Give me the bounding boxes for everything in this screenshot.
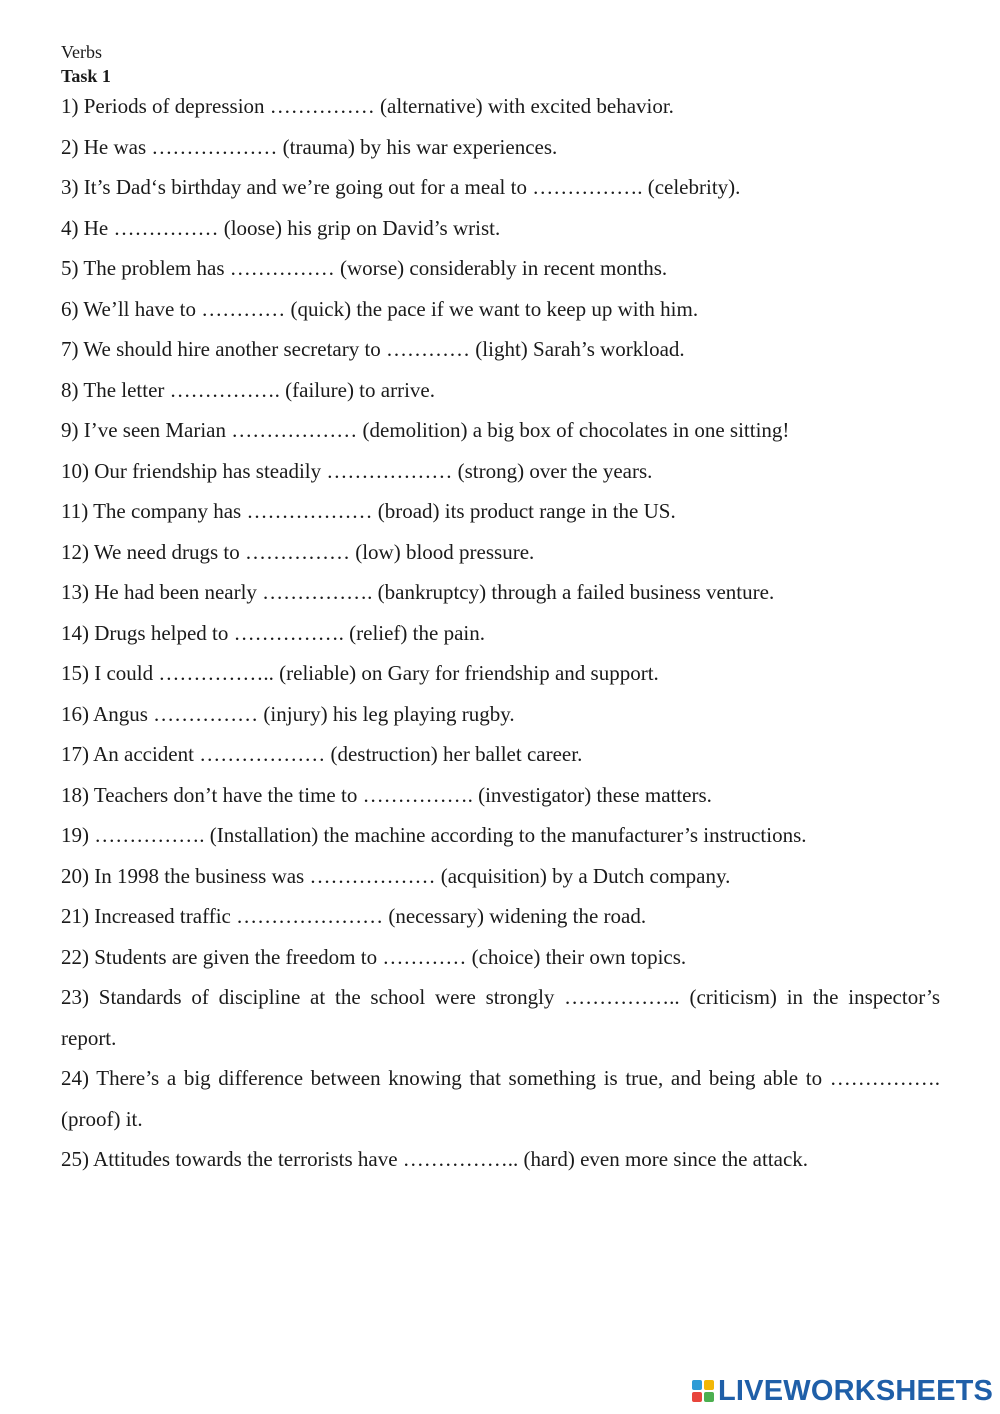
question-item: 11) The company has ……………… (broad) its product range in the US.: [61, 499, 676, 523]
logo-square-red: [692, 1392, 702, 1402]
task-title: Task 1: [61, 66, 111, 86]
logo-square-blue: [692, 1380, 702, 1390]
question-item: 2) He was ……………… (trauma) by his war experiences.: [61, 134, 558, 159]
question-item: 1) Periods of depression …………… (alternative) with excited behavior.: [61, 94, 674, 118]
question-item: 18) Teachers don’t have the time to ……………. (investigator) these matters.: [61, 782, 712, 807]
question-item: 17) An accident ……………… (destruction) her ballet career.: [61, 742, 583, 766]
document-label: Verbs: [61, 42, 102, 62]
question-item: 4) He …………… (loose) his grip on David’s wrist.: [61, 215, 501, 240]
liveworksheets-logo-icon: [692, 1380, 714, 1402]
question-item: 6) We’ll have to ………… (quick) the pace if we want to keep up with him.: [61, 296, 699, 321]
question-item: 13) He had been nearly ……………. (bankruptcy) through a failed business venture.: [61, 580, 775, 604]
question-item: 9) I’ve seen Marian ……………… (demolition) a big box of chocolates in one sitting!: [61, 418, 790, 442]
question-item: 7) We should hire another secretary to ………… (light) Sarah’s workload.: [61, 337, 685, 361]
liveworksheets-logo: [692, 1374, 993, 1408]
question-item: 8) The letter ……………. (failure) to arrive.: [61, 377, 435, 402]
question-item: 19) ……………. (Installation) the machine according to the manufacturer’s instructions.: [61, 823, 807, 847]
question-item: 14) Drugs helped to ……………. (relief) the pain.: [61, 620, 485, 645]
question-item: 25) Attitudes towards the terrorists have …………….. (hard) even more since the attack.: [61, 1147, 809, 1171]
question-item: 5) The problem has …………… (worse) considerably in recent months.: [61, 256, 668, 280]
question-item: 22) Students are given the freedom to ………… (choice) their own topics.: [61, 944, 687, 969]
question-item: 20) In 1998 the business was ……………… (acquisition) by a Dutch company.: [61, 863, 731, 888]
question-item: 12) We need drugs to …………… (low) blood pressure.: [61, 539, 535, 564]
question-item: 15) I could …………….. (reliable) on Gary for friendship and support.: [61, 661, 659, 685]
logo-square-yellow: [704, 1380, 714, 1390]
question-list: [61, 86, 940, 1180]
question-item: 23) Standards of discipline at the school were strongly …………….. (criticism) in the inspector’s report.: [61, 985, 940, 1050]
logo-square-green: [704, 1392, 714, 1402]
question-item: 10) Our friendship has steadily ……………… (strong) over the years.: [61, 458, 653, 483]
logo-text: LIVEWORKSHEETS: [718, 1374, 994, 1407]
question-item: 16) Angus …………… (injury) his leg playing rugby.: [61, 701, 515, 726]
question-item: 21) Increased traffic ………………… (necessary) widening the road.: [61, 904, 647, 928]
question-item: 24) There’s a big difference between knowing that something is true, and being able to ……………. (proof) it.: [61, 1066, 940, 1131]
question-item: 3) It’s Dad‘s birthday and we’re going out for a meal to ……………. (celebrity).: [61, 175, 741, 199]
